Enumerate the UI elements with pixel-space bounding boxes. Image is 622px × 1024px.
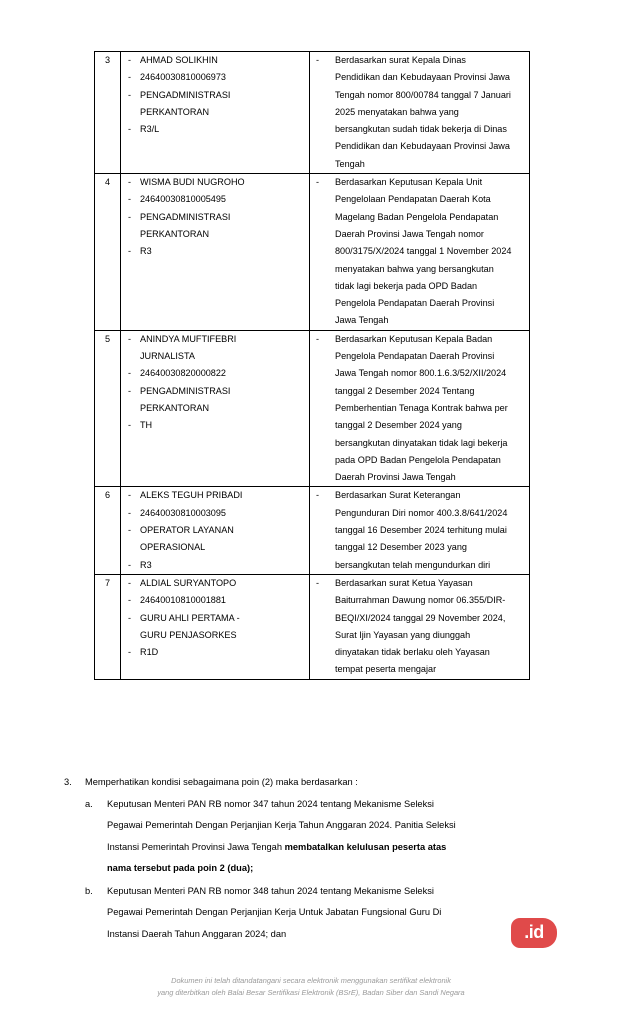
reason-line: Berdasarkan Keputusan Kepala Unit — [335, 177, 483, 188]
reason-cell — [310, 574, 530, 679]
participant-position — [140, 610, 309, 645]
sub-item-b-marker: b. — [85, 885, 93, 896]
reason-line: bersangkutan dinyatakan tidak lagi bekerja — [335, 437, 508, 448]
participant-id: 24640030810005495 — [140, 194, 226, 205]
reason-line: pada OPD Badan Pengelola Pendapatan — [335, 454, 501, 465]
reason-line: Daerah Provinsi Jawa Tengah — [335, 472, 456, 483]
bullet-dash: - — [316, 333, 320, 344]
reason-line: dinyatakan tidak berlaku oleh Yayasan — [335, 647, 490, 658]
bullet-dash: - — [128, 559, 132, 570]
reason-item — [310, 52, 529, 173]
reason-line: Berdasarkan surat Ketua Yayasan — [335, 577, 473, 588]
reason-line: Surat Ijin Yayasan yang diunggah — [335, 629, 471, 640]
reason-line: Magelang Badan Pengelola Pendapatan — [335, 211, 499, 222]
cancellation-table — [94, 51, 530, 680]
detail-item — [121, 69, 309, 86]
dot-id-badge-label: .id — [524, 922, 544, 942]
reason-item — [310, 487, 529, 573]
reason-line: Baiturrahman Dawung nomor 06.355/DIR- — [335, 595, 506, 606]
bullet-dash: - — [128, 194, 132, 205]
bullet-dash: - — [128, 89, 132, 100]
reason-line: BEQI/XI/2024 tanggal 29 November 2024, — [335, 612, 506, 623]
reason-cell — [310, 330, 530, 487]
participant-details-cell — [121, 52, 310, 174]
bullet-dash: - — [316, 55, 320, 65]
bullet-dash: - — [128, 595, 132, 606]
bullet-dash: - — [128, 647, 132, 658]
reason-line: tanggal 2 Desember 2024 Tentang — [335, 385, 475, 396]
reason-line: tempat peserta mengajar — [335, 664, 437, 675]
detail-item — [121, 191, 309, 208]
reason-item — [310, 331, 529, 487]
sub-a-line: Keputusan Menteri PAN RB nomor 347 tahun 2024 tentang Mekanisme Seleksi — [107, 798, 434, 809]
row-number-cell — [95, 487, 121, 574]
reason-cell — [310, 487, 530, 574]
reason-line: Berdasarkan surat Kepala Dinas — [335, 55, 466, 65]
point-3-sublist — [64, 794, 561, 946]
detail-item — [121, 575, 309, 592]
name-line: JURNALISTA — [140, 351, 195, 362]
participant-name: ALEKS TEGUH PRIBADI — [140, 490, 243, 501]
row-number: 4 — [104, 177, 111, 188]
detail-item — [121, 209, 309, 244]
detail-item — [121, 487, 309, 504]
position-line: OPERATOR LAYANAN — [140, 525, 234, 536]
reason-line: Berdasarkan Keputusan Kepala Badan — [335, 333, 493, 344]
detail-item — [121, 505, 309, 522]
detail-item — [121, 610, 309, 645]
position-line: GURU AHLI PERTAMA - — [140, 612, 240, 623]
position-line: PENGADMINISTRASI — [140, 211, 231, 222]
reason-line: Pendidikan dan Kebudayaan Provinsi Jawa — [335, 72, 510, 83]
reason-line: Pemberhentian Tenaga Kontrak bahwa per — [335, 402, 508, 413]
sub-b-line: Instansi Daerah Tahun Anggaran 2024; dan — [107, 928, 287, 939]
point-3-marker: 3. — [64, 777, 72, 787]
row-number-cell — [95, 574, 121, 679]
reason-line: tanggal 2 Desember 2024 yang — [335, 420, 462, 431]
reason-line: Pendidikan dan Kebudayaan Provinsi Jawa — [335, 141, 510, 152]
participant-id: 24640010810001881 — [140, 595, 226, 606]
reason-line: Pengelolaan Pendapatan Daerah Kota — [335, 194, 491, 205]
detail-item — [121, 243, 309, 260]
position-line: PERKANTORAN — [140, 402, 210, 413]
name-line: ANINDYA MUFTIFEBRI — [140, 333, 237, 344]
sub-a-line: Pegawai Pemerintah Dengan Perjanjian Kerja Tahun Anggaran 2024. Panitia Seleksi — [107, 820, 456, 830]
point-3 — [64, 772, 561, 794]
reason-line: Jawa Tengah — [335, 315, 389, 326]
table-row — [95, 174, 530, 331]
position-line: PERKANTORAN — [140, 106, 210, 117]
reason-line: Pengelola Pendapatan Daerah Provinsi — [335, 351, 495, 362]
position-line: OPERASIONAL — [140, 542, 206, 553]
sub-item-b — [85, 881, 561, 946]
bullet-dash: - — [128, 211, 132, 222]
sub-a-line — [107, 837, 561, 859]
participant-details-cell — [121, 487, 310, 574]
bullet-dash: - — [128, 368, 132, 379]
reason-cell — [310, 174, 530, 331]
reason-line: Pengunduran Diri nomor 400.3.8/641/2024 — [335, 507, 508, 518]
bullet-dash: - — [128, 507, 132, 518]
detail-item — [121, 365, 309, 382]
participant-name: ALDIAL SURYANTOPO — [140, 577, 237, 588]
participant-name: WISMA BUDI NUGROHO — [140, 177, 245, 188]
sub-item-a — [85, 794, 561, 880]
reason-cell — [310, 52, 530, 174]
bullet-dash: - — [316, 577, 320, 588]
sub-item-b-text — [107, 881, 561, 946]
bullet-dash: - — [128, 385, 132, 396]
participant-details-cell — [121, 174, 310, 331]
reason-line: Tengah — [335, 158, 365, 169]
table-row — [95, 487, 530, 574]
reason-line: menyatakan bahwa yang bersangkutan — [335, 263, 494, 274]
row-number-cell — [95, 174, 121, 331]
bullet-dash: - — [316, 490, 320, 501]
detail-item — [121, 522, 309, 557]
reason-text — [335, 487, 529, 573]
footer-line-1: Dokumen ini telah ditandatangani secara elektronik menggunakan sertifikat elektronik — [171, 976, 451, 985]
reason-text — [335, 575, 529, 679]
bullet-dash: - — [128, 612, 132, 623]
participant-id: 24640030820000822 — [140, 368, 226, 379]
detail-item — [121, 557, 309, 574]
bullet-dash: - — [128, 525, 132, 536]
participant-position — [140, 87, 309, 122]
row-number: 6 — [104, 490, 111, 501]
detail-item — [121, 174, 309, 191]
reason-line: Pengelola Pendapatan Daerah Provinsi — [335, 298, 495, 309]
sub-item-a-marker: a. — [85, 798, 93, 809]
bullet-dash: - — [128, 55, 132, 65]
reason-line: tanggal 16 Desember 2024 terhitung mulai — [335, 525, 507, 536]
reason-text — [335, 52, 529, 173]
reason-line: 2025 menyatakan bahwa yang — [335, 106, 459, 117]
participant-id: 24640030810003095 — [140, 507, 226, 518]
points-section — [64, 772, 561, 946]
bullet-dash: - — [316, 177, 320, 188]
reason-line: bersangkutan sudah tidak bekerja di Dinas — [335, 124, 507, 135]
row-number: 7 — [104, 577, 111, 588]
reason-text — [335, 174, 529, 330]
bullet-dash: - — [128, 177, 132, 188]
footer-line-2: yang diterbitkan oleh Balai Besar Sertifikasi Elektronik (BSrE), Badan Siber dan Sandi Negara — [157, 987, 465, 997]
reason-line: Jawa Tengah nomor 800.1.6.3/52/XII/2024 — [335, 368, 507, 379]
bullet-dash: - — [128, 246, 132, 257]
bullet-dash: - — [128, 577, 132, 588]
table-row — [95, 52, 530, 174]
reason-text — [335, 331, 529, 487]
reason-line: Daerah Provinsi Jawa Tengah nomor — [335, 228, 484, 239]
table-row — [95, 330, 530, 487]
sub-a-line — [107, 858, 561, 880]
reason-line: tanggal 12 Desember 2023 yang — [335, 542, 467, 553]
participant-position — [140, 383, 309, 418]
row-number-cell — [95, 330, 121, 487]
participant-name — [140, 331, 309, 366]
participant-id: 24640030810006973 — [140, 72, 226, 83]
participant-code: R3/L — [140, 124, 160, 135]
point-3-text: Memperhatikan kondisi sebagaimana poin (2) maka berdasarkan : — [85, 777, 358, 787]
detail-item — [121, 383, 309, 418]
participant-position — [140, 522, 309, 557]
cancellation-table-container — [94, 51, 528, 680]
detail-item — [121, 87, 309, 122]
sub-a-line-bold: nama tersebut pada poin 2 (dua); — [107, 863, 254, 873]
detail-item — [121, 331, 309, 366]
participant-position — [140, 209, 309, 244]
reason-line: 800/3175/X/2024 tanggal 1 November 2024 — [335, 246, 512, 257]
bullet-dash: - — [128, 420, 132, 431]
row-number: 3 — [104, 55, 111, 65]
position-line: PENGADMINISTRASI — [140, 89, 231, 100]
reason-line: tidak lagi bekerja pada OPD Badan — [335, 280, 478, 291]
bullet-dash: - — [128, 72, 132, 83]
bullet-dash: - — [128, 333, 132, 344]
electronic-signature-footer — [0, 975, 622, 998]
dot-id-badge-icon — [511, 918, 557, 948]
reason-line: Berdasarkan Surat Keterangan — [335, 490, 461, 501]
row-number: 5 — [104, 333, 111, 344]
table-row — [95, 574, 530, 679]
detail-item — [121, 644, 309, 661]
sub-a-line-normal: Instansi Pemerintah Provinsi Jawa Tengah — [107, 841, 285, 852]
sub-a-line-bold: membatalkan kelulusan peserta atas — [284, 841, 447, 852]
position-line: PENGADMINISTRASI — [140, 385, 231, 396]
participant-name: AHMAD SOLIKHIN — [140, 55, 218, 65]
detail-item — [121, 52, 309, 69]
reason-item — [310, 174, 529, 330]
reason-item — [310, 575, 529, 679]
sub-b-line: Keputusan Menteri PAN RB nomor 348 tahun 2024 tentang Mekanisme Seleksi — [107, 885, 434, 896]
reason-line: bersangkutan telah mengundurkan diri — [335, 559, 491, 570]
participant-details-cell — [121, 574, 310, 679]
participant-code: R3 — [140, 559, 152, 570]
sub-item-a-text — [107, 794, 561, 880]
participant-code: R3 — [140, 246, 152, 257]
participant-code: TH — [140, 420, 153, 431]
position-line: PERKANTORAN — [140, 228, 210, 239]
participant-code: R1D — [140, 647, 159, 658]
position-line: GURU PENJASORKES — [140, 629, 237, 640]
bullet-dash: - — [128, 490, 132, 501]
detail-item — [121, 592, 309, 609]
participant-details-cell — [121, 330, 310, 487]
detail-item — [121, 417, 309, 434]
row-number-cell — [95, 52, 121, 174]
detail-item — [121, 121, 309, 138]
sub-b-line: Pegawai Pemerintah Dengan Perjanjian Kerja Untuk Jabatan Fungsional Guru Di — [107, 907, 442, 917]
bullet-dash: - — [128, 124, 132, 135]
reason-line: Tengah nomor 800/00784 tanggal 7 Januari — [335, 89, 511, 100]
table-body — [95, 52, 530, 680]
